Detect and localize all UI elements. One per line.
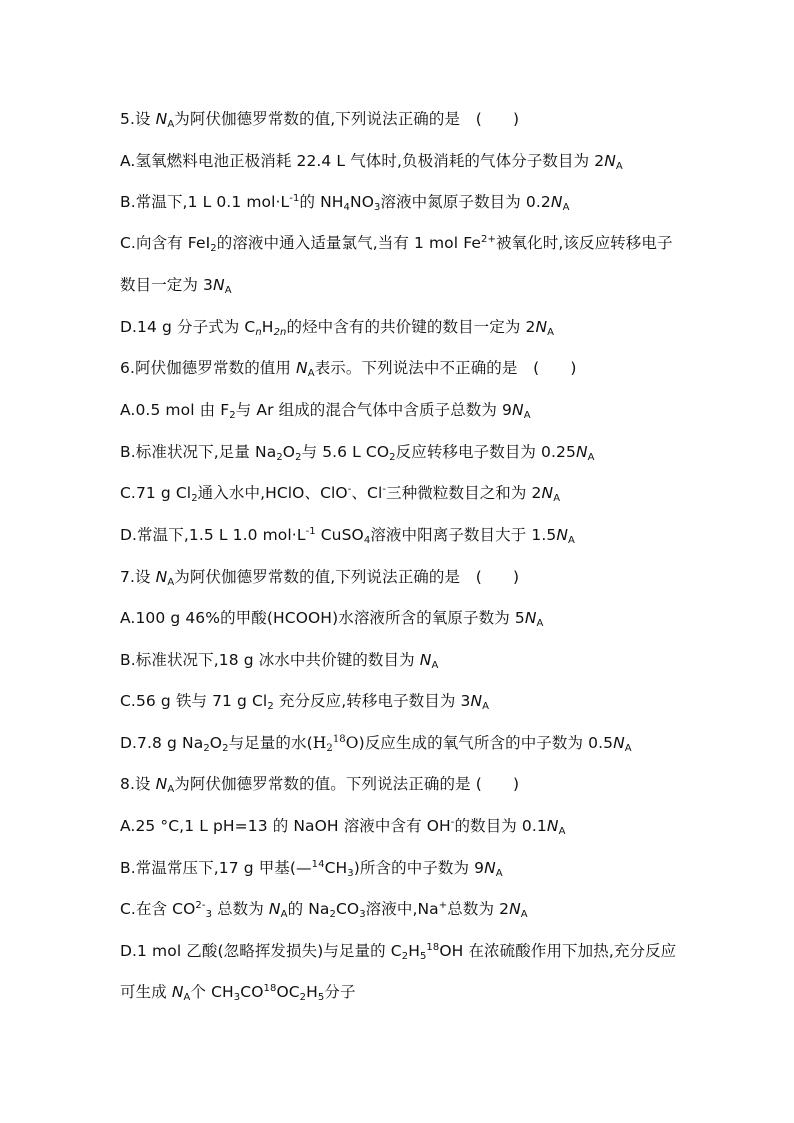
question-8-option-d: D.1 mol 乙酸(忽略挥发损失)与足量的 $C_2H_5^{18}OH$ 在浓硫酸作用下加热,充分反应 (120, 942, 677, 962)
question-8-option-b: B.常温常压下,17 g 甲基$(—^{14}CH_3)$所含的中子数为 $9N_A$ (120, 859, 503, 879)
question-5-option-a: A.氢氧燃料电池正极消耗 22.4 L 气体时,负极消耗的气体分子数目为 $2N_A$ (120, 152, 623, 172)
question-6-stem: 6.阿伏伽德罗常数的值用 $N_A$表示。下列说法中不正确的是 ( ) (120, 359, 577, 379)
question-5-stem: 5.设 $N_A$为阿伏伽德罗常数的值,下列说法正确的是 ( ) (120, 110, 520, 130)
question-7-option-b: B.标准状况下,18 g 冰水中共价键的数目为 $N_A$ (120, 651, 439, 671)
question-6-option-c: C.71 g $Cl_2$通入水中,HClO、ClO-、Cl-三种微粒数目之和为 $2N_A$ (120, 484, 561, 504)
question-5-option-c-cont: 数目一定为 $3N_A$ (120, 276, 232, 296)
question-8-option-d-cont: 可生成 $N_A$个 $CH_3CO^{18}OC_2H_5$分子 (120, 983, 356, 1003)
question-7-option-c: C.56 g 铁与 71 g $Cl_2$ 充分反应,转移电子数目为 $3N_A$ (120, 692, 490, 712)
question-8-stem: 8.设 $N_A$为阿伏伽德罗常数的值。下列说法正确的是 ( ) (120, 775, 520, 795)
question-6-option-b: B.标准状况下,足量 $Na_2O_2$与 5.6 L $CO_2$反应转移电子数目为 $0.25N_A$ (120, 443, 595, 463)
question-6-option-a: A.0.5 mol 由 $F_2$与 Ar 组成的混合气体中含质子总数为 $9N_A$ (120, 401, 531, 421)
question-6-option-d: D.常温下,1.5 L 1.0 $mol\cdot L^{-1}$ CuSO$_4$溶液中阳离子数目大于 $1.5N_A$ (120, 526, 575, 546)
question-5-option-c: C.向含有 FeI$_2$的溶液中通入适量氯气,当有 1 mol $Fe^{2+}$被氧化时,该反应转移电子 (120, 234, 673, 254)
question-7-stem: 7.设 $N_A$为阿伏伽德罗常数的值,下列说法正确的是 ( ) (120, 568, 520, 588)
question-7-option-d: D.7.8 g $Na_2O_2$与足量的水$(H_2^{18}O)$反应生成的氧气所含的中子数为 $0.5N_A$ (120, 734, 632, 754)
question-8-option-a: A.25 °C,1 L pH=13 的 NaOH 溶液中含有 OH-的数目为 $0.1N_A$ (120, 817, 566, 837)
question-8-option-c: C.在含 $CO^{2-}_3$ 总数为 $N_A$的 $Na_2CO_3$溶液中,Na+总数为 $2N_A$ (120, 900, 528, 920)
question-7-option-a: A.100 g 46%的甲酸(HCOOH)水溶液所含的氧原子数为 $5N_A$ (120, 609, 544, 629)
question-5-option-d: D.14 g 分子式为 $C_nH_{2n}$的烃中含有的共价键的数目一定为 $2N_A$ (120, 318, 555, 338)
question-5-option-b: B.常温下,1 L 0.1 $mol\cdot L^{-1}$的 $NH_4NO_3$溶液中氮原子数目为 $0.2N_A$ (120, 193, 570, 213)
